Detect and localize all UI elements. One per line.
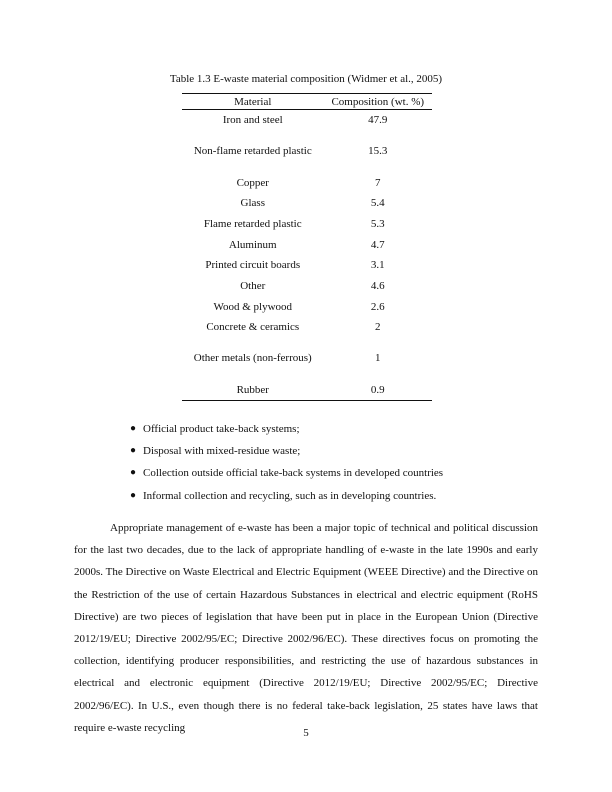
composition-cell: 47.9 [368, 114, 388, 127]
material-cell: Other metals (non-ferrous) [193, 352, 312, 365]
list-item [116, 418, 443, 440]
composition-cell: 15.3 [368, 145, 388, 158]
bullet-icon: ● [130, 489, 137, 501]
material-cell: Other [240, 279, 266, 292]
list-item [116, 440, 443, 462]
header-material: Material [234, 96, 272, 108]
bullet-list [116, 418, 443, 507]
composition-cell: 1 [375, 352, 381, 365]
bullet-icon: ● [130, 445, 137, 457]
composition-cell: 7 [375, 176, 381, 189]
material-cell: Non-flame retarded plastic [193, 145, 312, 158]
material-cell: Rubber [236, 383, 269, 396]
ewaste-composition-table [182, 93, 432, 401]
body-paragraph: Appropriate management of e-waste has been a major topic of technical and political discussion for the last two decades, due to the lack of appropriate handling of e-waste in the late 1990s and early 2000s. The Directive on Waste Electrical and Electric Equipment (WEEE Directive) and the Directive on the Restriction of the use of certain Hazardous Substances in electrical and electric equipment (RoHS Directive) are two pieces of legislation that have been put in place in the European Union (Directive 2012/19/EU; Directive 2002/95/EC; Directive 2002/96/EC). These directives focus on promoting the collection, identifying producer responsibilities, and restricting the use of hazardous substances in electrical and electronic equipment (Directive 2012/19/EU; Directive 2002/95/EC; Directive 2002/96/EC). In U.S., even though there is no federal take-back legislation, 25 states have laws that require e-waste recycling [74, 522, 538, 734]
list-item-text: Official product take-back systems; [143, 423, 300, 435]
material-cell: Glass [240, 197, 265, 210]
bullet-icon: ● [130, 423, 137, 434]
table-header-row [182, 94, 432, 110]
composition-cell: 0.9 [370, 383, 385, 396]
material-cell: Wood & plywood [213, 300, 293, 313]
material-cell: Printed circuit boards [205, 259, 301, 272]
composition-cell: 5.4 [370, 197, 385, 210]
list-item [116, 485, 443, 507]
list-item-text: Informal collection and recycling, such as in developing countries. [143, 489, 437, 502]
bullet-icon: ● [130, 467, 137, 479]
table-caption: Table 1.3 E-waste material composition (Widmer et al., 2005) [169, 73, 443, 85]
header-composition: Composition (wt. %) [331, 96, 425, 108]
material-cell: Aluminum [228, 238, 277, 251]
list-item [116, 462, 443, 484]
composition-cell: 4.6 [370, 279, 385, 292]
list-item-text: Collection outside official take-back systems in developed countries [143, 467, 444, 480]
material-cell: Flame retarded plastic [203, 217, 302, 230]
page-number: 5 [303, 727, 309, 739]
material-cell: Iron and steel [222, 114, 283, 127]
composition-cell: 3.1 [370, 259, 385, 272]
composition-cell: 4.7 [370, 238, 385, 251]
composition-cell: 5.3 [370, 217, 385, 230]
material-cell: Copper [236, 176, 269, 189]
list-item-text: Disposal with mixed-residue waste; [143, 445, 301, 458]
composition-cell: 2 [375, 321, 381, 334]
material-cell: Concrete & ceramics [206, 321, 300, 334]
composition-cell: 2.6 [370, 300, 385, 313]
